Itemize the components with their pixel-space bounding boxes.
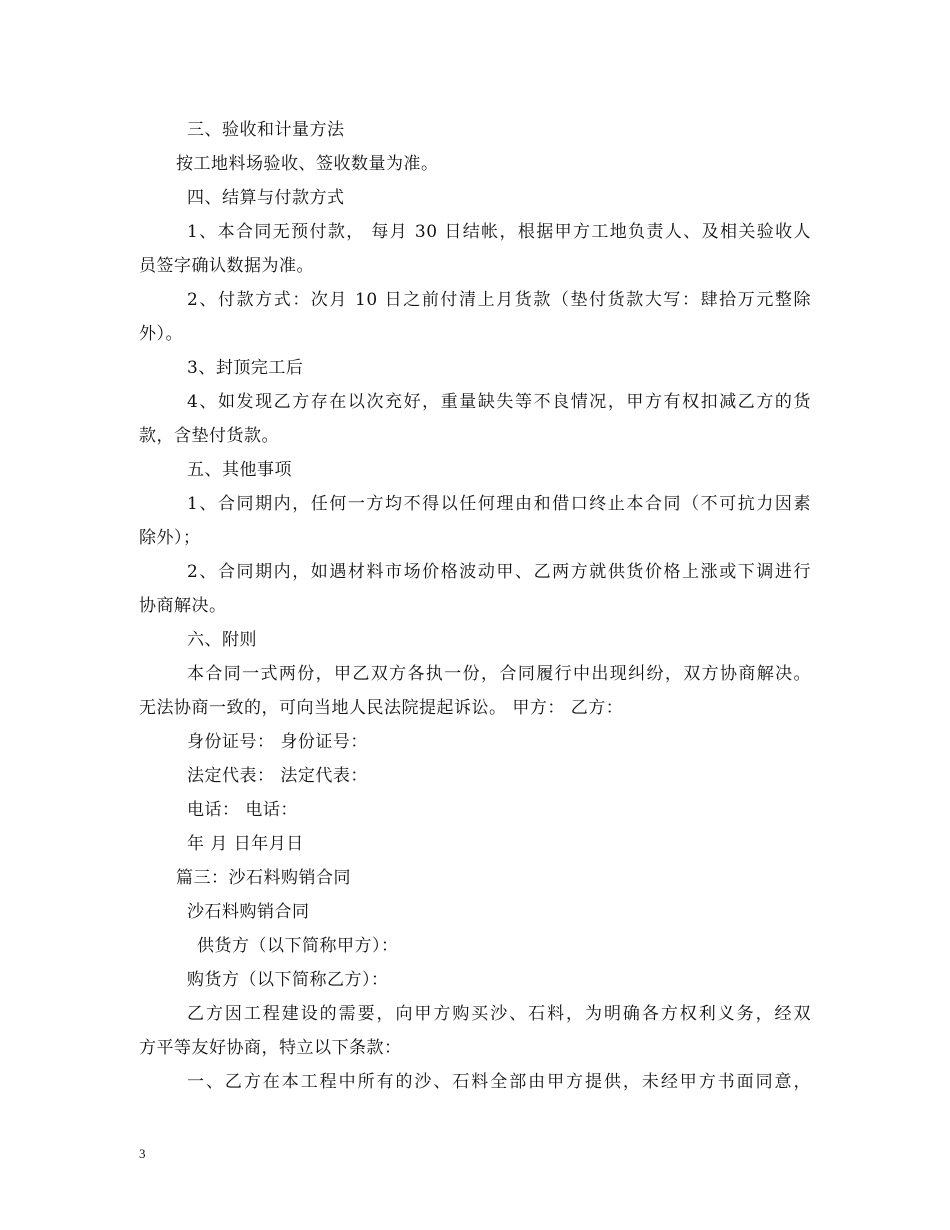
paragraph-line: 乙方因工程建设的需要，向甲方购买沙、石料，为明确各方权利义务，经双 (187, 1004, 811, 1024)
section-heading: 三、验收和计量方法 (187, 120, 345, 140)
paragraph-line: 一、乙方在本工程中所有的沙、石料全部由甲方提供，未经甲方书面同意， (187, 1072, 811, 1092)
paragraph-line: 2、付款方式：次月 10 日之前付清上月货款（垫付货款大写：肆拾万元整除 (187, 290, 811, 310)
form-field-line: 身份证号： 身份证号： (187, 732, 368, 752)
section-heading: 五、其他事项 (187, 460, 292, 480)
contract-title: 沙石料购销合同 (187, 902, 310, 922)
paragraph-line: 3、封顶完工后 (187, 358, 304, 378)
form-field-line: 法定代表： 法定代表： (187, 766, 368, 786)
paragraph-line: 方平等友好协商，特立以下条款： (139, 1038, 402, 1058)
paragraph-line: 2、合同期内，如遇材料市场价格波动甲、乙两方就供货价格上涨或下调进行 (187, 562, 811, 582)
section-heading: 四、结算与付款方式 (187, 188, 345, 208)
paragraph-line: 协商解决。 (139, 596, 227, 616)
paragraph-line: 外）。 (139, 324, 183, 344)
paragraph-line: 1、本合同无预付款， 每月 30 日结帐，根据甲方工地负责人、及相关验收人 (187, 222, 811, 242)
paragraph-line: 按工地料场验收、签收数量为准。 (176, 154, 439, 174)
paragraph-line: 除外）； (139, 528, 201, 548)
paragraph-line: 员签字确认数据为准。 (139, 256, 314, 276)
party-line: 供货方（以下简称甲方）： (197, 936, 399, 956)
page-number: 3 (139, 1146, 146, 1161)
date-line: 年 月 日年月日 (187, 834, 304, 854)
form-field-line: 电话： 电话： (187, 800, 298, 820)
paragraph-line: 款，含垫付货款。 (139, 426, 279, 446)
article-title: 篇三：沙石料购销合同 (176, 868, 351, 888)
paragraph-line: 无法协商一致的，可向当地人民法院提起诉讼。 甲方： 乙方： (139, 698, 624, 718)
section-heading: 六、附则 (187, 630, 257, 650)
paragraph-line: 1、合同期内，任何一方均不得以任何理由和借口终止本合同（不可抗力因素 (187, 494, 811, 514)
paragraph-line: 4、如发现乙方存在以次充好，重量缺失等不良情况，甲方有权扣减乙方的货 (187, 392, 811, 412)
party-line: 购货方（以下简称乙方）： (187, 970, 389, 990)
paragraph-line: 本合同一式两份，甲乙双方各执一份，合同履行中出现纠纷，双方协商解决。 (187, 664, 811, 684)
